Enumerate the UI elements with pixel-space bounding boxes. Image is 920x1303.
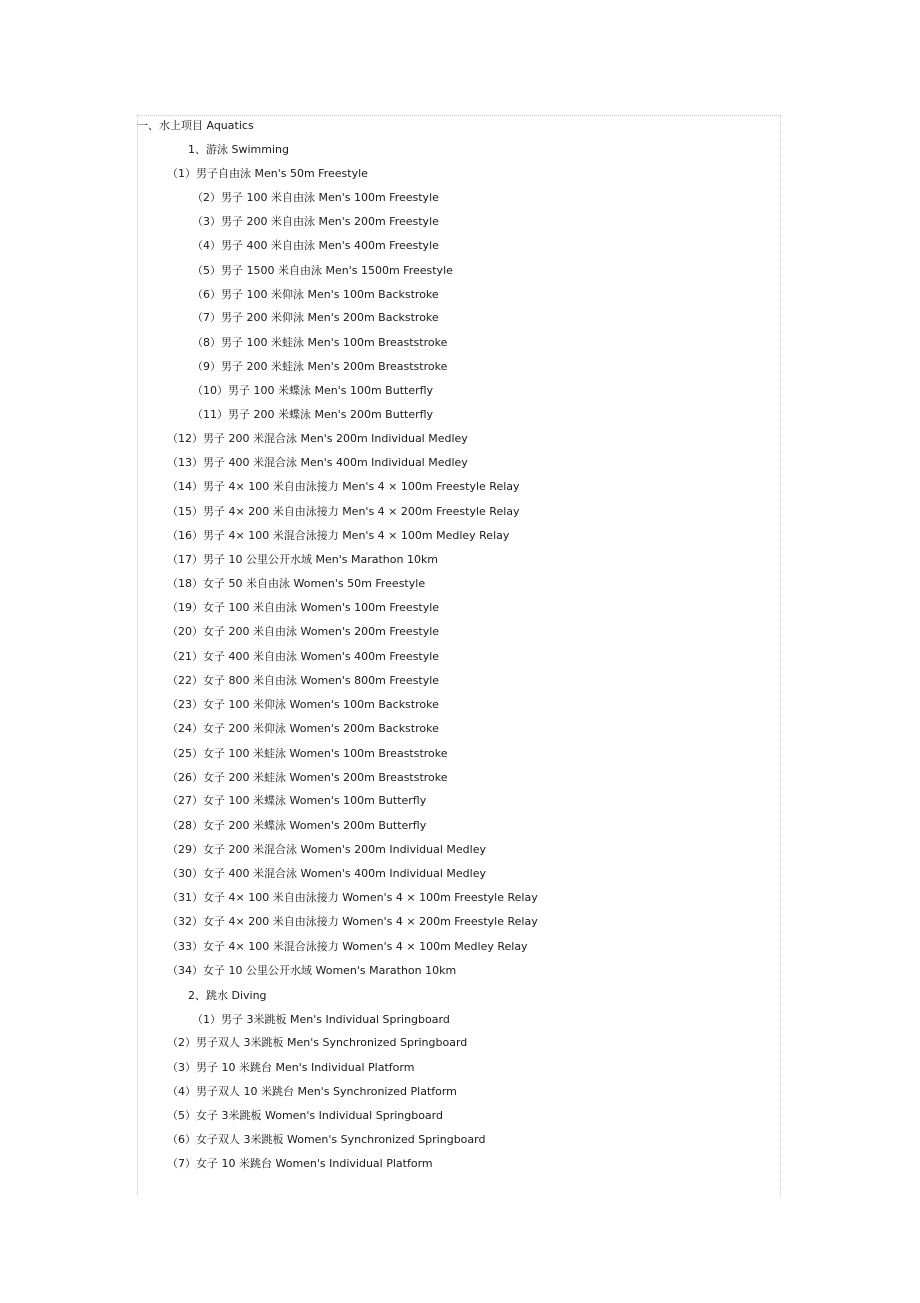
list-item: （6）女子双人 3米跳板 Women's Synchronized Springboard — [167, 1133, 486, 1146]
list-item: （7）女子 10 米跳台 Women's Individual Platform — [167, 1157, 433, 1170]
list-item: （20）女子 200 米自由泳 Women's 200m Freestyle — [167, 625, 440, 638]
list-item: （12）男子 200 米混合泳 Men's 200m Individual Medley — [167, 432, 468, 445]
list-item: （27）女子 100 米蝶泳 Women's 100m Butterfly — [167, 794, 427, 807]
swimming-heading: 1、游泳 Swimming — [188, 143, 289, 156]
list-item: （31）女子 4× 100 米自由泳接力 Women's 4 × 100m Freestyle Relay — [167, 891, 538, 904]
list-item: （6）男子 100 米仰泳 Men's 100m Backstroke — [192, 288, 439, 301]
list-item: （3）男子 200 米自由泳 Men's 200m Freestyle — [192, 215, 439, 228]
list-item: （2）男子 100 米自由泳 Men's 100m Freestyle — [192, 191, 439, 204]
list-item: （1）男子自由泳 Men's 50m Freestyle — [167, 167, 368, 180]
list-item: （32）女子 4× 200 米自由泳接力 Women's 4 × 200m Freestyle Relay — [167, 915, 538, 928]
list-item: （9）男子 200 米蛙泳 Men's 200m Breaststroke — [192, 360, 448, 373]
list-item: （8）男子 100 米蛙泳 Men's 100m Breaststroke — [192, 336, 448, 349]
list-item: （5）男子 1500 米自由泳 Men's 1500m Freestyle — [192, 264, 453, 277]
list-item: （15）男子 4× 200 米自由泳接力 Men's 4 × 200m Freestyle Relay — [167, 505, 520, 518]
list-item: （4）男子 400 米自由泳 Men's 400m Freestyle — [192, 239, 439, 252]
list-item: （24）女子 200 米仰泳 Women's 200m Backstroke — [167, 722, 439, 735]
list-item: （30）女子 400 米混合泳 Women's 400m Individual Medley — [167, 867, 486, 880]
list-item: （11）男子 200 米蝶泳 Men's 200m Butterfly — [192, 408, 434, 421]
list-item: （17）男子 10 公里公开水域 Men's Marathon 10km — [167, 553, 439, 566]
list-item: （1）男子 3米跳板 Men's Individual Springboard — [192, 1013, 450, 1026]
diving-heading: 2、跳水 Diving — [188, 989, 267, 1002]
list-item: （3）男子 10 米跳台 Men's Individual Platform — [167, 1061, 415, 1074]
section-title: 一、水上项目 Aquatics — [137, 119, 254, 132]
list-item: （25）女子 100 米蛙泳 Women's 100m Breaststroke — [167, 747, 448, 760]
list-item: （4）男子双人 10 米跳台 Men's Synchronized Platform — [167, 1085, 457, 1098]
list-item: （21）女子 400 米自由泳 Women's 400m Freestyle — [167, 650, 440, 663]
list-item: （33）女子 4× 100 米混合泳接力 Women's 4 × 100m Medley Relay — [167, 940, 528, 953]
list-item: （14）男子 4× 100 米自由泳接力 Men's 4 × 100m Freestyle Relay — [167, 480, 520, 493]
list-item: （10）男子 100 米蝶泳 Men's 100m Butterfly — [192, 384, 434, 397]
list-item: （28）女子 200 米蝶泳 Women's 200m Butterfly — [167, 819, 427, 832]
list-item: （16）男子 4× 100 米混合泳接力 Men's 4 × 100m Medley Relay — [167, 529, 510, 542]
list-item: （2）男子双人 3米跳板 Men's Synchronized Springboard — [167, 1036, 468, 1049]
list-item: （13）男子 400 米混合泳 Men's 400m Individual Medley — [167, 456, 468, 469]
list-item: （29）女子 200 米混合泳 Women's 200m Individual Medley — [167, 843, 486, 856]
list-item: （34）女子 10 公里公开水域 Women's Marathon 10km — [167, 964, 457, 977]
list-item: （26）女子 200 米蛙泳 Women's 200m Breaststroke — [167, 771, 448, 784]
list-item: （5）女子 3米跳板 Women's Individual Springboard — [167, 1109, 443, 1122]
list-item: （22）女子 800 米自由泳 Women's 800m Freestyle — [167, 674, 440, 687]
list-item: （7）男子 200 米仰泳 Men's 200m Backstroke — [192, 311, 439, 324]
list-item: （23）女子 100 米仰泳 Women's 100m Backstroke — [167, 698, 439, 711]
list-item: （19）女子 100 米自由泳 Women's 100m Freestyle — [167, 601, 440, 614]
list-item: （18）女子 50 米自由泳 Women's 50m Freestyle — [167, 577, 426, 590]
